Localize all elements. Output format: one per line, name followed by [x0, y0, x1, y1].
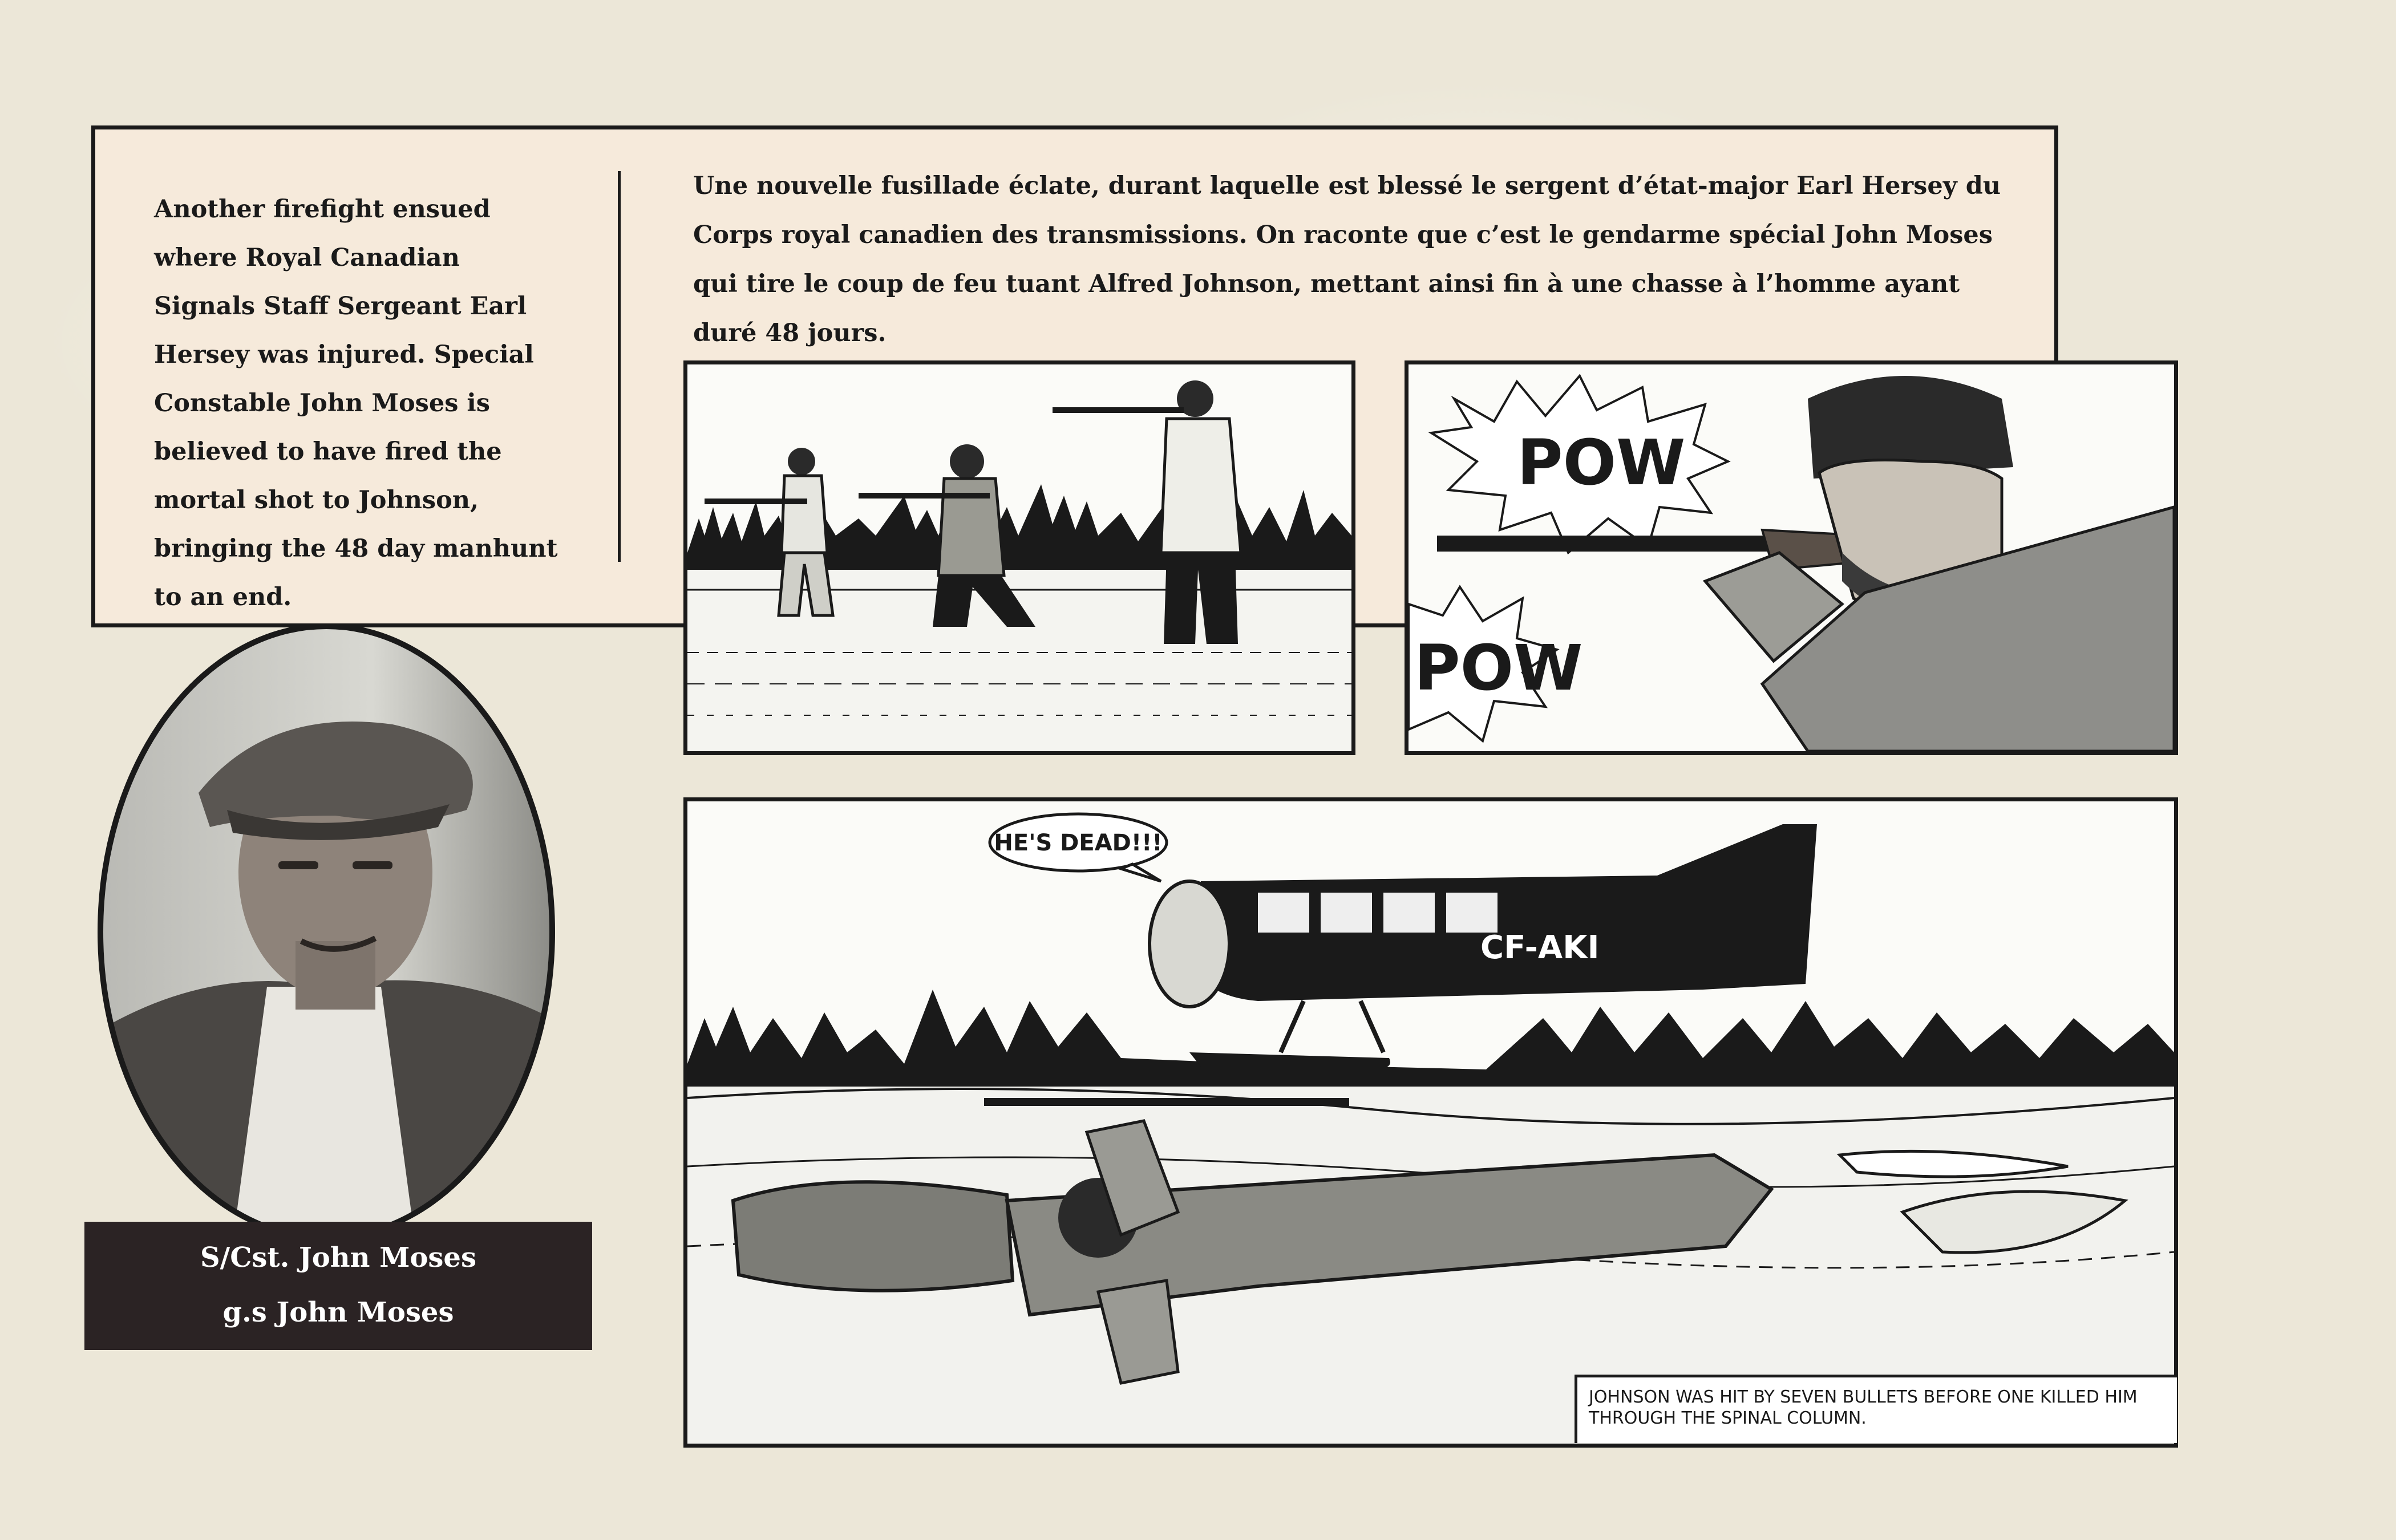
firefight-illustration: [687, 364, 1351, 751]
portrait-illustration: [96, 622, 557, 1242]
portrait-caption: [84, 1222, 592, 1350]
comic-panel-plane: [683, 797, 2178, 1448]
portrait-caption-fr: g.s John Moses: [222, 1296, 454, 1328]
speech-bubble-text: HE'S DEAD!!!: [994, 830, 1163, 856]
sfx-pow-2: POW: [1414, 631, 1583, 704]
narration-english: Another firefight ensued where Royal Canadian Signals Staff Sergeant Earl Hersey was injured. Special Constable John Moses is believed to have fired the mortal shot to Johnson, bringing the 48 day manhunt to an end.: [154, 195, 558, 611]
portrait-photo: [96, 622, 557, 1242]
narration-french: Une nouvelle fusillade éclate, durant laquelle est blessé le sergent d’état-major Earl Hersey du Corps royal canadien des transmissions. On raconte que c’est le gendarme spécial John Moses qui tire le coup de feu tuant Alfred Johnson, mettant ainsi fin à une chasse à l’homme ayant duré 48 jours.: [693, 172, 2001, 347]
portrait-caption-en: S/Cst. John Moses: [200, 1242, 476, 1274]
plane-panel-caption: JOHNSON WAS HIT BY SEVEN BULLETS BEFORE ONE KILLED HIM THROUGH THE SPINAL COLUMN.: [1575, 1375, 2177, 1443]
plane-registration: CF-AKI: [1480, 929, 1600, 966]
pow-illustration: [1409, 364, 2174, 751]
comic-panel-firefight: [683, 360, 1355, 755]
sfx-pow-1: POW: [1517, 426, 1686, 499]
narration-divider: [618, 171, 621, 562]
plane-scene-illustration: [687, 801, 2174, 1444]
comic-panel-pow: [1405, 360, 2178, 755]
